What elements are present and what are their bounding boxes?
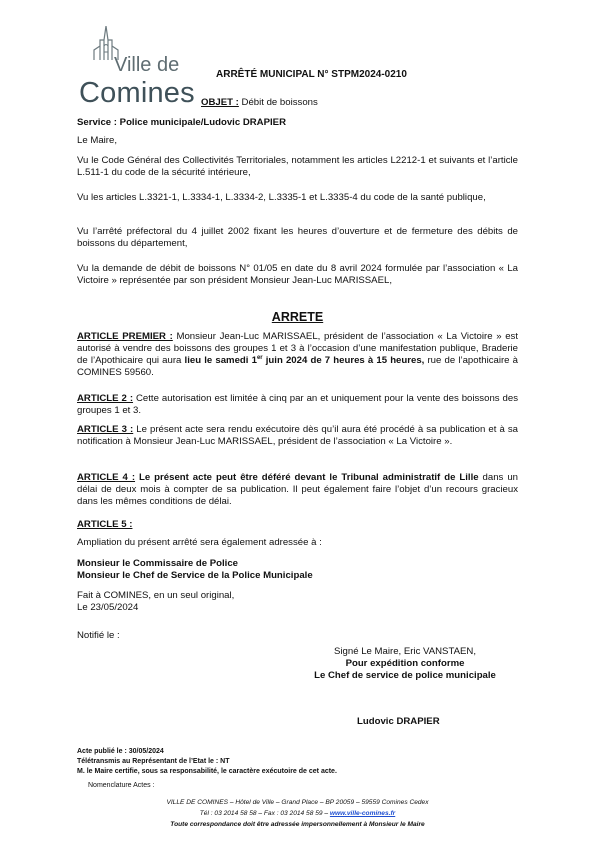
article-superscript: er [256, 354, 263, 361]
service-line: Service : Police municipale/Ludovic DRAPIER [77, 117, 286, 128]
footer-line: Acte publié le : 30/05/2024 [77, 748, 164, 755]
article-premier [77, 331, 518, 379]
visa-paragraph: Vu la demande de débit de boissons N° 01/05 en date du 8 avril 2024 formulée par l’association « La Victoire » représentée par son président Monsieur Jean-Luc MARISSAEL, [77, 263, 518, 286]
visa-paragraph: Vu les articles L.3321-1, L.3334-1, L.3334-2, L.3335-1 et L.3335-4 du code de la santé publique, [77, 192, 486, 203]
visa-paragraph: Vu l’arrêté préfectoral du 4 juillet 2002 fixant les heures d’ouverture et de fermeture des débits de boissons du département, [77, 226, 518, 249]
article-4 [77, 472, 518, 508]
article-bold-text: lieu le samedi 1 [184, 355, 257, 366]
signatory-name: Ludovic DRAPIER [357, 716, 440, 727]
signature-block [300, 646, 510, 682]
footer-phone: Tél : 03 2014 58 58 – Fax : 03 2014 58 59 – [199, 810, 330, 817]
arrete-heading: ARRETE [271, 310, 324, 324]
objet-label: OBJET : [201, 97, 239, 108]
article-label: ARTICLE 3 : [77, 424, 134, 435]
article-label: ARTICLE 4 : [77, 472, 136, 483]
date-line: Le 23/05/2024 [77, 602, 139, 613]
city-logo [78, 26, 196, 110]
logo-ville-text: Ville de [114, 54, 180, 76]
logo-comines-text: Comines [79, 77, 195, 109]
footer-line: M. le Maire certifie, sous sa responsabilité, le caractère exécutoire de cet acte. [77, 768, 337, 775]
footer-line: Toute correspondance doit être adressée impersonnellement à Monsieur le Maire [170, 821, 425, 828]
article-label: ARTICLE 5 : [77, 519, 133, 530]
le-maire: Le Maire, [77, 135, 117, 146]
article-text: Monsieur Jean-Luc MARISSAEL, président de l’association « La Victoire » est autorisé à vendre des boissons des groupes 1 et 3 à l’occasion d’une manifestation publique, Braderie de l’Apothicaire qui aura [77, 331, 518, 366]
article-label: ARTICLE 2 : [77, 393, 134, 404]
fait-line: Fait à COMINES, en un seul original, [77, 590, 235, 601]
page-title: ARRÊTÉ MUNICIPAL N° STPM2024-0210 [216, 69, 407, 80]
footer-line: VILLE DE COMINES – Hôtel de Ville – Grand Place – BP 20059 – 59559 Comines Cedex [166, 799, 429, 806]
fait-a [77, 590, 518, 614]
article-text: Le présent acte sera rendu exécutoire dès qu’il aura été procédé à sa publication et à sa notification à Monsieur Jean-Luc MARISSAEL, président de l’association « La Victoire ». [77, 424, 518, 447]
article-3 [77, 424, 518, 448]
footer-nomenclature: Nomenclature Actes : [88, 782, 155, 789]
ampliation-line: Ampliation du présent arrêté sera également adressée à : [77, 537, 322, 548]
footer-publication [77, 747, 337, 777]
article-bold-text: juin 2024 de 7 heures à 15 heures, [262, 355, 425, 366]
destinataires [77, 558, 518, 582]
signature-line: Le Chef de service de police municipale [314, 670, 496, 681]
signature-line: Signé Le Maire, Eric VANSTAEN, [334, 646, 476, 657]
signature-line: Pour expédition conforme [345, 658, 465, 669]
footer-contact [0, 808, 595, 819]
visa-paragraph: Vu le Code Général des Collectivités Territoriales, notamment les articles L2212-1 et suivants et l’article L.511-1 du code de la sécurité intérieure, [77, 155, 518, 178]
article-5 [77, 519, 518, 531]
destinataire-item: Monsieur le Chef de Service de la Police Municipale [77, 570, 313, 581]
article-text: rue de l’apothicaire à COMINES 59560. [77, 355, 518, 378]
destinataire-item: Monsieur le Commissaire de Police [77, 558, 239, 569]
objet-text: Débit de boissons [238, 97, 318, 108]
article-text: dans un délai de deux mois à compter de sa publication. Il peut également faire l’objet d’un recours gracieux dans les mêmes conditions de délai. [77, 472, 518, 507]
article-text: Cette autorisation est limitée à cinq par an et uniquement pour la vente des boissons des groupes 1 et 3. [77, 393, 518, 416]
notifie-le: Notifié le : [77, 630, 120, 641]
objet-line [201, 97, 318, 109]
article-bold-text: Le présent acte peut être déféré devant le Tribunal administratif de Lille [135, 472, 479, 483]
article-label: ARTICLE PREMIER : [77, 331, 173, 342]
website-link[interactable]: www.ville-comines.fr [329, 810, 396, 817]
article-2 [77, 393, 518, 417]
footer-address [0, 797, 595, 830]
footer-line: Télétransmis au Représentant de l’Etat le : NT [77, 758, 230, 765]
